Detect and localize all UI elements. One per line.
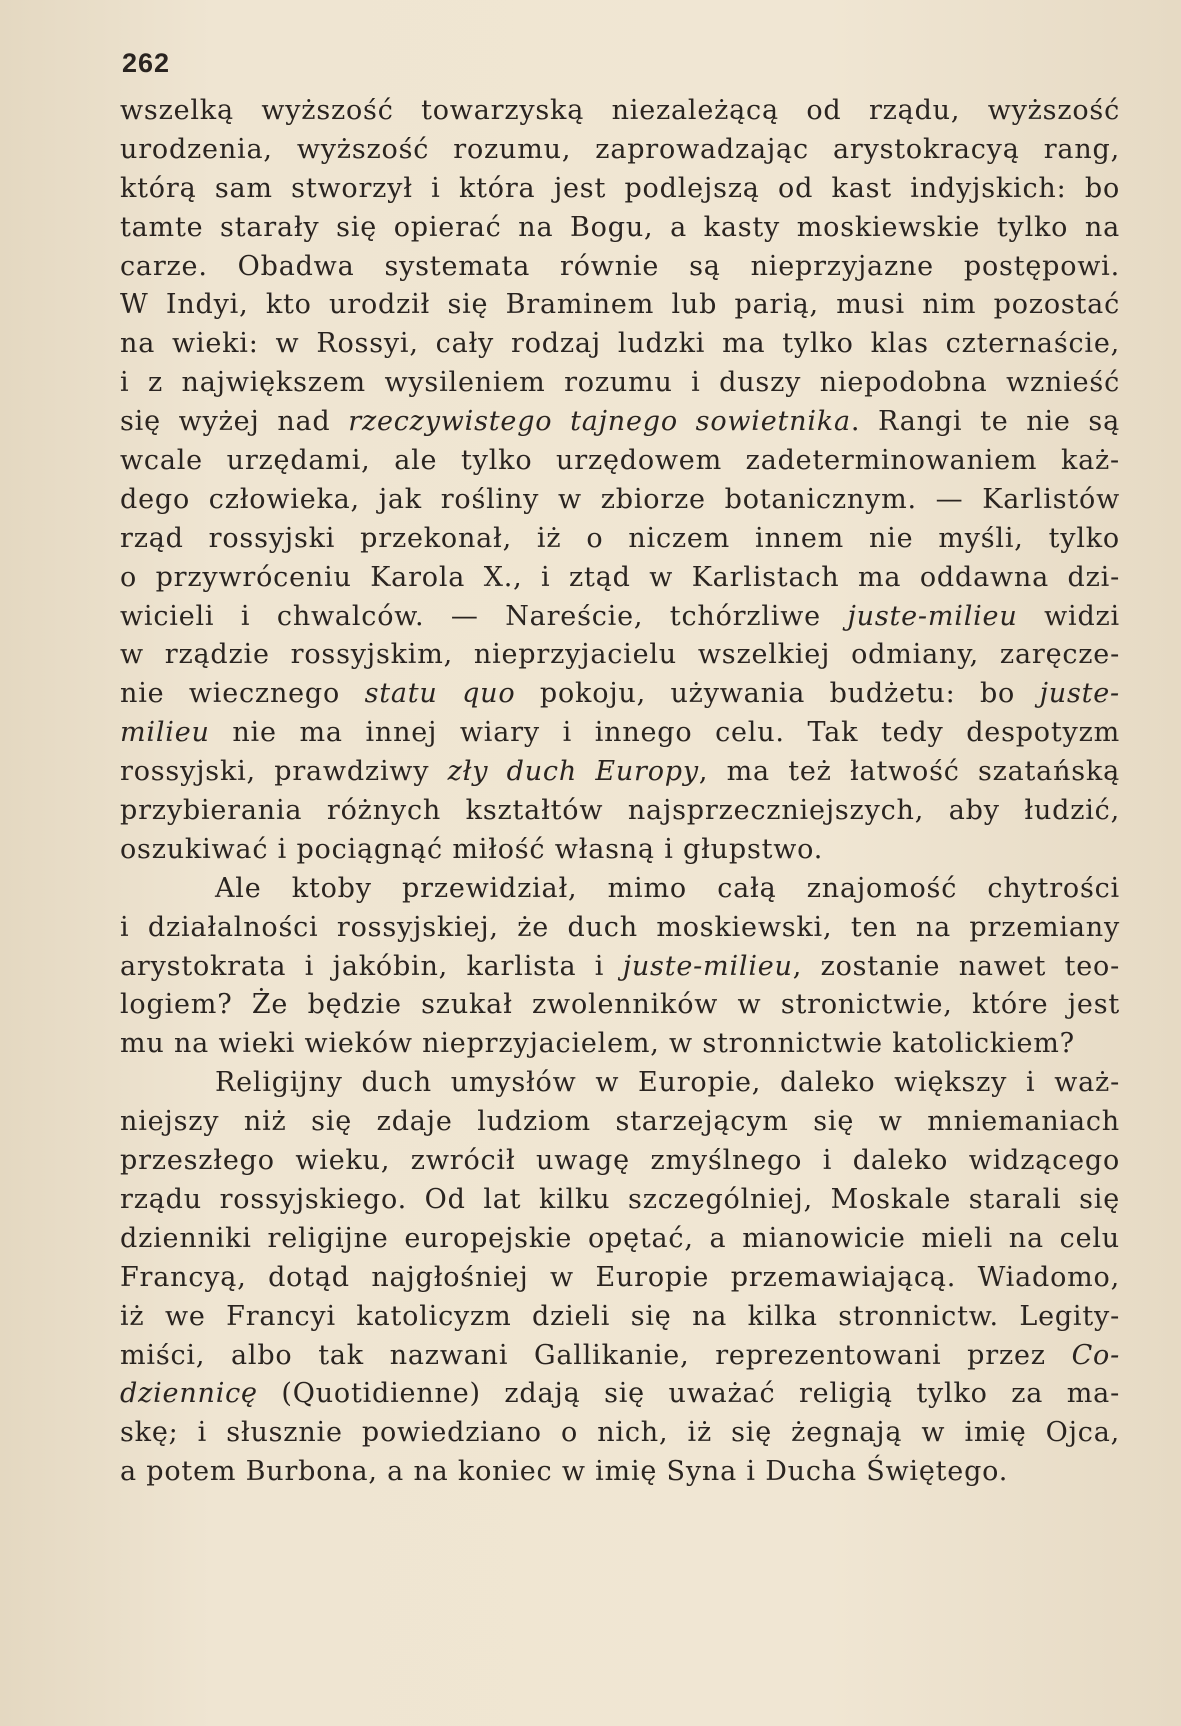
text-line: [120, 1414, 1120, 1453]
italic-text: Co-: [1071, 1339, 1120, 1371]
text-line: [120, 1453, 1120, 1492]
text-line: [120, 792, 1120, 831]
text-line: [120, 520, 1120, 559]
text-line: [120, 598, 1120, 637]
text-segment: nie wiecznego: [120, 678, 365, 710]
text-segment: W Indyi, kto urodził się Braminem lub parią, musi nim pozostać: [120, 289, 1120, 321]
text-line: [120, 92, 1120, 131]
text-segment: przeszłego wieku, zwrócił uwagę zmyślnego i daleko widzącego: [120, 1145, 1120, 1177]
text-line: [120, 442, 1120, 481]
text-line: [120, 1259, 1120, 1298]
text-segment: wicieli i chwalców. — Nareście, tchórzliwe: [120, 600, 848, 632]
italic-text: zły duch Europy: [447, 756, 699, 788]
text-segment: carze. Obadwa systemata równie są nieprzyjazne postępowi.: [120, 250, 1120, 282]
text-segment: rząd rossyjski przekonał, iż o niczem innem nie myśli, tylko: [120, 522, 1120, 554]
text-line: [120, 986, 1120, 1025]
text-segment: wcale urzędami, ale tylko urzędowem zadeterminowaniem każ-: [120, 445, 1120, 477]
text-line: [120, 948, 1120, 987]
text-line: [120, 1375, 1120, 1414]
text-line: [120, 1142, 1120, 1181]
text-segment: rządu rossyjskiego. Od lat kilku szczególniej, Moskale starali się: [120, 1183, 1120, 1215]
text-line: [120, 870, 1120, 909]
text-segment: dego człowieka, jak rośliny w zbiorze botanicznym. — Karlistów: [120, 483, 1120, 515]
paragraph: [120, 870, 1120, 1064]
text-line: [120, 286, 1120, 325]
text-line: [120, 170, 1120, 209]
text-segment: w rządzie rossyjskim, nieprzyjacielu wszelkiej odmiany, zaręcze-: [120, 639, 1120, 671]
text-line: [120, 131, 1120, 170]
text-line: [120, 403, 1120, 442]
text-segment: a potem Burbona, a na koniec w imię Syna i Ducha Świętego.: [120, 1456, 1009, 1488]
text-line: [120, 1181, 1120, 1220]
text-line: [120, 559, 1120, 598]
text-line: [120, 209, 1120, 248]
text-line: [120, 1220, 1120, 1259]
text-segment: oszukiwać i pociągnąć miłość własną i głupstwo.: [120, 833, 824, 865]
text-segment: rossyjski, prawdziwy: [120, 756, 448, 788]
italic-text: rzeczywistego tajnego sowietnika: [348, 406, 851, 438]
text-segment: niejszy niż się zdaje ludziom starzejącym się w mniemaniach: [120, 1106, 1120, 1138]
text-segment: przybierania różnych kształtów najsprzeczniejszych, aby łudzić,: [120, 795, 1120, 827]
text-segment: i z największem wysileniem rozumu i duszy niepodobna wznieść: [120, 367, 1120, 399]
text-segment: wszelką wyższość towarzyską niezależącą od rządu, wyższość: [120, 95, 1120, 126]
text-segment: skę; i słusznie powiedziano o nich, iż się żegnają w imię Ojca,: [120, 1417, 1120, 1449]
italic-text: milieu: [120, 717, 210, 749]
italic-text: dziennicę: [120, 1378, 258, 1410]
text-line: [120, 1298, 1120, 1337]
page-number: 262: [122, 48, 171, 78]
paragraph: [120, 1064, 1120, 1492]
text-line: [120, 753, 1120, 792]
text-segment: urodzenia, wyższość rozumu, zaprowadzając arystokracyą rang,: [120, 133, 1120, 165]
text-segment: się wyżej nad: [120, 406, 349, 438]
italic-text: juste-: [1039, 678, 1120, 710]
text-segment: tamte starały się opierać na Bogu, a kasty moskiewskie tylko na: [120, 211, 1120, 243]
text-segment: , ma też łatwość szatańską: [698, 756, 1120, 788]
text-line: [120, 636, 1120, 675]
text-segment: nie ma innej wiary i innego celu. Tak tedy despotyzm: [209, 717, 1120, 749]
text-segment: Francyą, dotąd najgłośniej w Europie przemawiającą. Wiadomo,: [120, 1261, 1120, 1293]
text-segment: i działalności rossyjskiej, że duch moskiewski, ten na przemiany: [120, 911, 1120, 943]
text-line: [120, 481, 1120, 520]
text-line: [120, 325, 1120, 364]
text-line: [120, 1064, 1120, 1103]
text-line: [120, 364, 1120, 403]
body-text: [120, 92, 1120, 1492]
text-line: [120, 714, 1120, 753]
text-segment: o przywróceniu Karola X., i ztąd w Karlistach ma oddawna dzi-: [120, 561, 1120, 593]
text-segment: . Rangi te nie są: [850, 406, 1120, 438]
text-line: [120, 831, 1120, 870]
text-segment: logiem? Że będzie szukał zwolenników w stronictwie, które jest: [120, 989, 1120, 1021]
text-line: [120, 909, 1120, 948]
paragraph: [120, 92, 1120, 870]
text-segment: iż we Francyi katolicyzm dzieli się na kilka stronnictw. Legity-: [120, 1300, 1120, 1332]
text-segment: którą sam stworzył i która jest podlejszą od kast indyjskich: bo: [120, 172, 1120, 204]
text-segment: widzi: [1017, 600, 1120, 632]
text-segment: Religijny duch umysłów w Europie, daleko większy i waż-: [215, 1067, 1120, 1099]
text-line: [120, 1103, 1120, 1142]
italic-text: statu quo: [364, 678, 516, 710]
text-line: [120, 1025, 1120, 1064]
text-line: [120, 248, 1120, 287]
text-segment: Ale ktoby przewidział, mimo całą znajomość chytrości: [215, 872, 1120, 904]
text-segment: mu na wieki wieków nieprzyjacielem, w stronnictwie katolickiem?: [120, 1028, 1075, 1060]
text-segment: dzienniki religijne europejskie opętać, a mianowicie mieli na celu: [120, 1222, 1120, 1254]
text-segment: (Quotidienne) zdają się uważać religią tylko za ma-: [257, 1378, 1120, 1410]
italic-text: juste-milieu: [622, 950, 793, 982]
text-line: [120, 675, 1120, 714]
text-segment: arystokrata i jakóbin, karlista i: [120, 950, 623, 982]
italic-text: juste-milieu: [847, 600, 1018, 632]
text-segment: miści, albo tak nazwani Gallikanie, reprezentowani przez: [120, 1339, 1072, 1371]
text-line: [120, 1337, 1120, 1376]
text-segment: , zostanie nawet teo-: [792, 950, 1120, 982]
text-segment: na wieki: w Rossyi, cały rodzaj ludzki ma tylko klas czternaście,: [120, 328, 1120, 360]
text-segment: pokoju, używania budżetu: bo: [515, 678, 1040, 710]
